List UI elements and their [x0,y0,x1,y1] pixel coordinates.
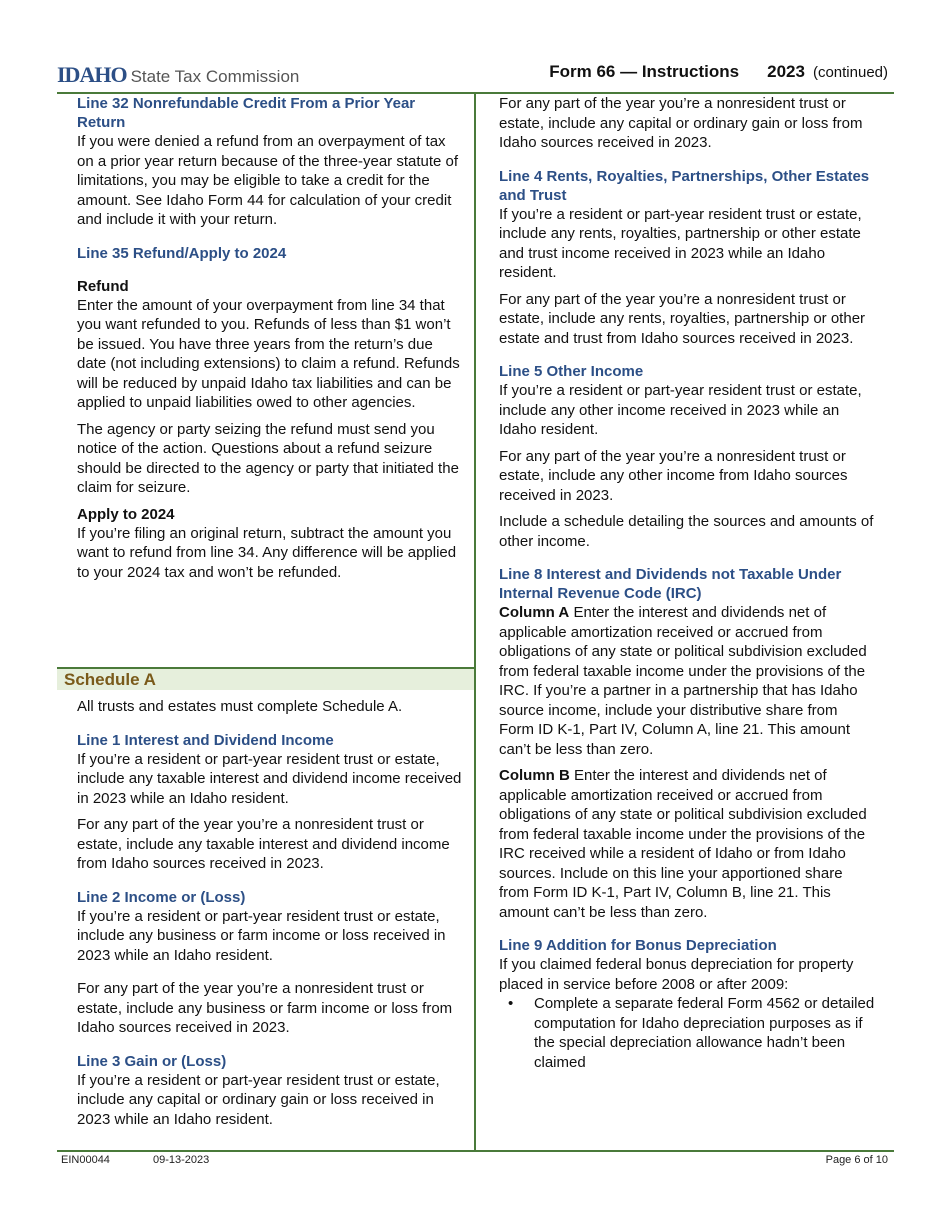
logo-text: State Tax Commission [130,67,300,86]
line8-heading: Line 8 Interest and Dividends not Taxable Under Internal Revenue Code (IRC) [499,566,842,602]
line5-text-1: If you’re a resident or part-year resident trust or estate, include any other income received in 2023 while an Idaho resident. [499,382,862,438]
apply-text: If you’re filing an original return, subtract the amount you want to refund from line 34. Any difference will be applied to your 2024 tax and won’t be refunded. [77,524,457,581]
continued-label: (continued) [812,64,888,81]
line4-text-1: If you’re a resident or part-year resident trust or estate, include any rents, royalties, partnership or other estate and trust income received in 2023 while an Idaho resident. [499,205,862,281]
form-title: Form 66 — Instructions [549,62,740,81]
line1-heading: Line 1 Interest and Dividend Income [77,731,334,749]
line9-bullet-1: • Complete a separate federal Form 4562 or detailed computation for Idaho depreciation purposes as if the special depreciation allowance hadn’t been claimed [508,995,875,1071]
line3-text-2: For any part of the year you’re a nonresident trust or estate, include any capital or ordinary gain or loss from Idaho sources received in 2023. [499,95,863,151]
line35-heading: Line 35 Refund/Apply to 2024 [77,244,287,262]
line2-text-1: If you’re a resident or part-year resident trust or estate, include any business or farm income or loss received in 2023 while an Idaho resident. [77,907,446,964]
line32-heading: Line 32 Nonrefundable Credit From a Prior Year Return [77,95,416,131]
line2-heading: Line 2 Income or (Loss) [77,888,246,906]
line3-heading: Line 3 Gain or (Loss) [77,1052,227,1070]
apply-heading: Apply to 2024 [77,505,175,523]
schedule-a-title: Schedule A [64,670,156,689]
line4-text-2: For any part of the year you’re a nonresident trust or estate, include any rents, royalties, partnership or other estate and trust from Idaho sources received in 2023. [499,290,866,347]
right-column [499,94,875,1072]
line9-bullets [499,994,875,1072]
line5-text-2: For any part of the year you’re a nonresident trust or estate, include any other income from Idaho sources received in 2023. [499,447,848,504]
line9-text: If you claimed federal bonus depreciation for property placed in service before 2008 or after 2009: [499,956,854,993]
schedule-a-intro: All trusts and estates must complete Schedule A. [77,698,403,715]
column-b-body: Enter the interest and dividends net of applicable amortization received or accrued from obligations of any state or political subdivision excluded from federal taxable income under the provisions of the IRC received while a resident of Idaho or from Idaho sources. Include on this line your apportioned share from Form ID K-1, Part IV, Column B, line 21. This amount can’t be less than zero. [499,767,867,921]
left-column [77,94,462,582]
footer-code: EIN00044 [61,1154,110,1166]
bullet-icon: • [508,995,514,1012]
column-b-label: Column B [499,767,570,784]
column-b-text [499,766,875,922]
column-a-text [499,603,875,759]
schedule-a-banner [57,667,474,690]
line32-text: If you were denied a refund from an overpayment of tax on a prior year return because of the three-year statute of limitations, you may be eligible to take a credit for the amount. See Idaho Form 44 for calculation of your credit and include it with your return. [77,133,459,228]
footer-date: 09-13-2023 [153,1154,210,1166]
footer-page-number: Page 6 of 10 [825,1154,888,1166]
line9-heading: Line 9 Addition for Bonus Depreciation [499,937,777,954]
column-divider [474,93,476,1151]
form-title-block [549,62,888,82]
agency-logo [57,62,299,90]
left-column-schedule-a [77,697,462,1129]
logo-mark: IDAHO [57,62,127,87]
line1-text-1: If you’re a resident or part-year resident trust or estate, include any taxable interest and dividend income received in 2023 while an Idaho resident. [77,750,462,807]
line4-heading: Line 4 Rents, Royalties, Partnerships, Other Estates and Trust [499,167,870,204]
column-a-body: Enter the interest and dividends net of applicable amortization received or accrued from obligations of any state or political subdivision excluded from federal taxable income under the provisions of the IRC. If you’re a partner in a partnership that has Idaho source income, include your distributive share from Form ID K-1, Part IV, Column A, line 21. This amount can’t be less than zero. [499,604,867,758]
column-a-label: Column A [499,604,570,621]
refund-text: Enter the amount of your overpayment from line 34 that you want refunded to you. Refunds of less than $1 won’t be issued. You have three years from the return’s due date (not including extensions) to claim a refund. Refunds will be reduced by unpaid Idaho tax liabilities and can be applied to unpaid liabilities owed to other agencies. [77,296,460,411]
line5-text-3: Include a schedule detailing the sources and amounts of other income. [499,513,874,550]
line2-text-2: For any part of the year you’re a nonresident trust or estate, include any business or farm income or loss from Idaho sources received in 2023. [77,980,453,1036]
seizure-text: The agency or party seizing the refund must send you notice of the action. Questions about a refund seizure should be directed to the agency or party that initiated the claim for seizure. [77,420,459,496]
page-header [57,60,894,94]
footer-rule [57,1150,894,1152]
form-year: 2023 [767,62,805,81]
line5-heading: Line 5 Other Income [499,363,644,380]
refund-heading: Refund [77,277,129,295]
line3-text-1: If you’re a resident or part-year resident trust or estate, include any capital or ordinary gain or loss received in 2023 while an Idaho resident. [77,1071,440,1128]
line1-text-2: For any part of the year you’re a nonresident trust or estate, include any taxable interest and dividend income from Idaho sources received in 2023. [77,816,450,872]
